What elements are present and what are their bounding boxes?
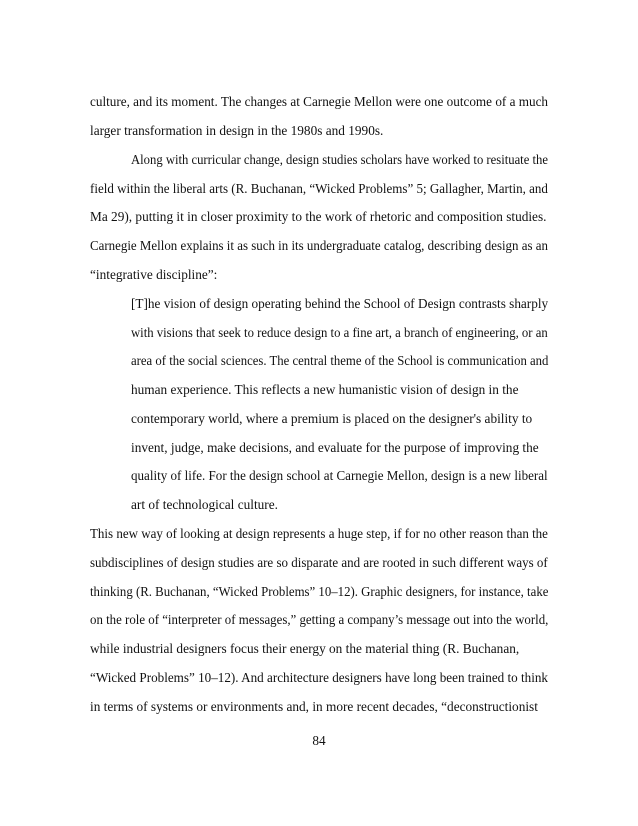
- block-quote-line: human experience. This reflects a new humanistic vision of design in the: [131, 382, 519, 397]
- paragraph-first-line: Along with curricular change, design studies scholars have worked to resituate the: [131, 152, 548, 167]
- block-quote-line: with visions that seek to reduce design to a fine art, a branch of engineering, or an: [131, 325, 548, 340]
- block-quote-line: invent, judge, make decisions, and evaluate for the purpose of improving the: [131, 440, 539, 455]
- body-text-line: larger transformation in design in the 1980s and 1990s.: [90, 123, 384, 138]
- block-quote-line: [T]he vision of design operating behind the School of Design contrasts sharply: [131, 296, 549, 311]
- body-text-line: culture, and its moment. The changes at Carnegie Mellon were one outcome of a much: [90, 94, 549, 109]
- body-text-line: field within the liberal arts (R. Buchanan, “Wicked Problems” 5; Gallagher, Martin, and: [90, 181, 548, 196]
- body-text-line: subdisciplines of design studies are so disparate and are rooted in such different ways of: [90, 555, 548, 570]
- body-text-line: “Wicked Problems” 10–12). And architecture designers have long been trained to think: [90, 670, 548, 685]
- body-text-line: Ma 29), putting it in closer proximity to the work of rhetoric and composition studies.: [90, 209, 547, 224]
- body-text-line: This new way of looking at design represents a huge step, if for no other reason than the: [90, 526, 548, 541]
- block-quote-line: area of the social sciences. The central theme of the School is communication and: [131, 353, 549, 368]
- body-text-line: on the role of “interpreter of messages,” getting a company’s message out into the world,: [90, 612, 549, 627]
- body-text-line: in terms of systems or environments and, in more recent decades, “deconstructionist: [90, 699, 538, 714]
- block-quote-line: quality of life. For the design school at Carnegie Mellon, design is a new liberal: [131, 468, 548, 483]
- body-text-line: while industrial designers focus their energy on the material thing (R. Buchanan,: [90, 641, 520, 656]
- body-text-line: Carnegie Mellon explains it as such in its undergraduate catalog, describing design as an: [90, 238, 548, 253]
- page-number: 84: [312, 733, 326, 748]
- body-text-line: thinking (R. Buchanan, “Wicked Problems” 10–12). Graphic designers, for instance, take: [90, 584, 549, 599]
- body-text-line: “integrative discipline”:: [90, 267, 218, 282]
- block-quote-line: contemporary world, where a premium is placed on the designer's ability to: [131, 411, 533, 426]
- block-quote-line: art of technological culture.: [131, 497, 278, 512]
